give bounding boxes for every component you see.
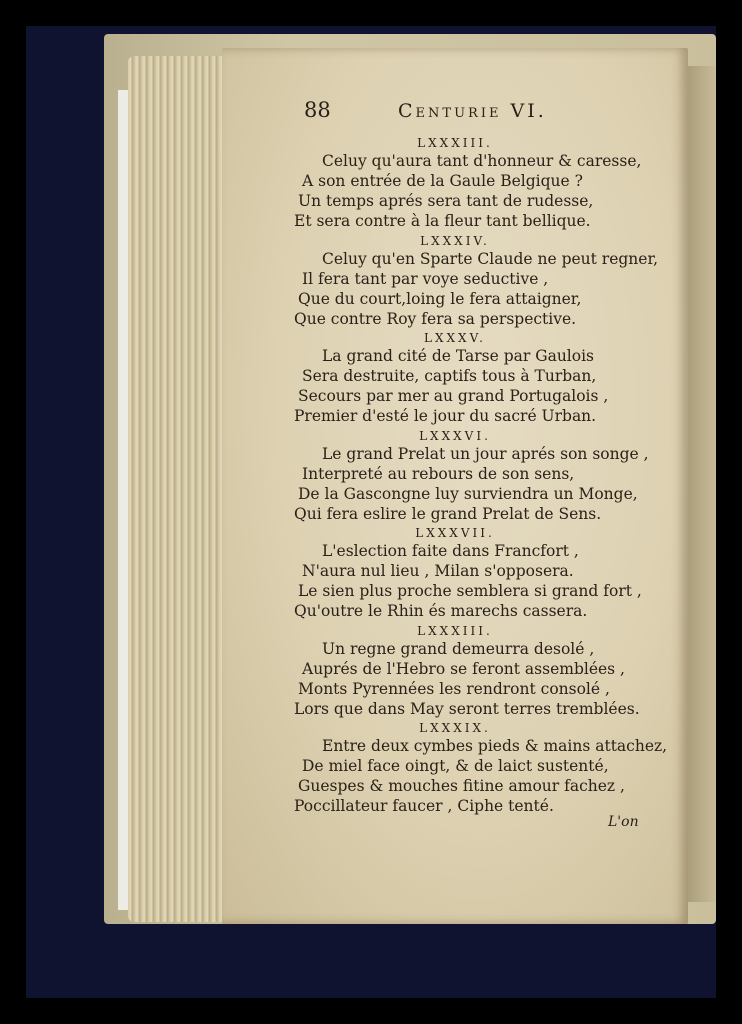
verse-line: Interpreté au rebours de son sens, [302,464,575,483]
verse-line: La grand cité de Tarse par Gaulois [322,347,594,365]
running-head: Centurie VI. [398,100,547,122]
verse-line: De miel face oingt, & de laict sustenté, [302,757,609,775]
quatrain-numeral: LXXXVI. [419,428,491,443]
verse-line: Le grand Prelat un jour aprés son songe , [322,444,649,463]
verse-line: Il fera tant par voye seductive , [302,269,549,288]
quatrain-numeral: LXXXIV. [420,233,490,248]
catchword: L'on [608,814,639,830]
verse-line: Sera destruite, captifs tous à Turban, [302,367,597,385]
verse-line: Monts Pyrennées les rendront consolé , [298,679,610,698]
verse-line: Un regne grand demeurra desolé , [322,639,595,658]
verse-line: Que du court,loing le fera attaigner, [298,289,582,308]
quatrain-numeral: LXXXIII. [417,136,493,150]
verse-line: Guespes & mouches fitine amour fachez , [298,777,625,795]
quatrain-numeral: LXXXVII. [415,526,495,540]
verse-line: Lors que dans May seront terres tremblées. [294,699,640,718]
verse-line: L'eslection faite dans Francfort , [322,542,579,560]
book-page [222,48,688,924]
page-header [304,98,624,128]
page-number: 88 [304,98,331,122]
verse-line: Que contre Roy fera sa perspective. [294,309,577,328]
verse-line: N'aura nul lieu , Milan s'opposera. [302,562,574,580]
verse-line: Secours par mer au grand Portugalois , [298,387,609,405]
verse-line: Premier d'esté le jour du sacré Urban. [294,407,597,425]
verse-line: De la Gascongne luy surviendra un Monge, [298,484,638,503]
verse-line: A son entrée de la Gaule Belgique ? [302,172,583,190]
verse-line: Qui fera eslire le grand Prelat de Sens. [294,504,602,523]
quatrain-numeral: LXXXIX. [419,721,491,735]
quatrain-numeral: LXXXV. [424,331,486,345]
verse-line: Celuy qu'aura tant d'honneur & caresse, [322,152,642,170]
verse-line: Entre deux cymbes pieds & mains attachez, [322,737,668,755]
cover-flap [686,66,716,902]
verse-line: Qu'outre le Rhin és marechs cassera. [294,602,588,620]
verse-line: Poccillateur faucer , Ciphe tenté. [294,797,554,815]
verse-line: Celuy qu'en Sparte Claude ne peut regner, [322,249,659,268]
verse-line: Et sera contre à la fleur tant bellique. [294,212,591,230]
verse-line: Le sien plus proche semblera si grand fort , [298,582,642,600]
quatrain-numeral: LXXXIII. [417,623,493,638]
page-content [222,48,688,924]
verse-line: Un temps aprés sera tant de rudesse, [298,192,594,210]
verse-line: Auprés de l'Hebro se feront assemblées , [302,659,625,678]
